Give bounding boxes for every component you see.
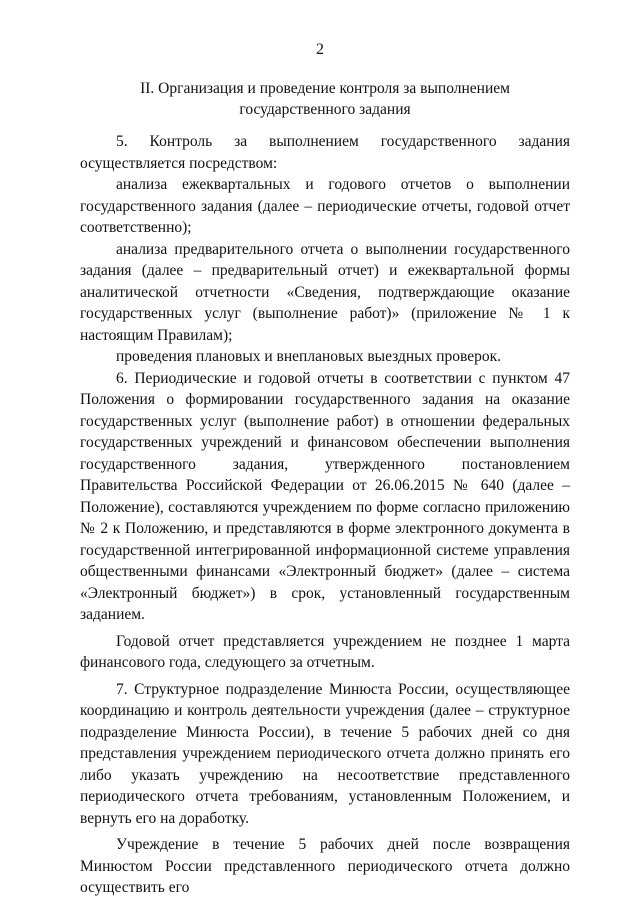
body-text (80, 131, 570, 899)
section-title (80, 78, 570, 120)
paragraph-6: 6. Периодические и годовой отчеты в соответствии с пунктом 47 Положения о формировании государственного задания на оказание государственных услуг (выполнение работ) в отношении федеральных государственных учреждений и финансовом обеспечении выполнения государственного задания, утвержденного постановлением Правительства Российской Федерации от 26.06.2015 № 640 (далее – Положение), составляются учреждением по форме согласно приложению № 2 к Положению, и представляются в форме электронного документа в государственной интегрированной информационной системе управления общественными финансами «Электронный бюджет» (далее – система «Электронный бюджет») в срок, установленный государственным заданием. (80, 369, 570, 623)
page-number: 2 (316, 41, 324, 58)
paragraph-inspections: проведения плановых и внеплановых выездных проверок. (116, 348, 502, 365)
section-title-line-1: II. Организация и проведение контроля за выполнением (140, 80, 510, 97)
paragraph-5: 5. Контроль за выполнением государственного задания осуществляется посредством: (80, 133, 570, 172)
section-title-line-2: государственного задания (239, 101, 411, 118)
paragraph-analysis-preliminary: анализа предварительного отчета о выполнении государственного задания (далее – предварительный отчет) и ежеквартальной формы аналитической отчетности «Сведения, подтверждающие оказание государственных услуг (выполнение работ)» (приложение № 1 к настоящим Правилам); (80, 240, 570, 344)
paragraph-7: 7. Структурное подразделение Минюста России, осуществляющее координацию и контроль деятельности учреждения (далее – структурное подразделение Минюста России), в течение 5 рабочих дней со дня представления учреждением периодического отчета должно принять его либо указать учреждению на несоответствие представленного периодического отчета требованиям, установленным Положением, и вернуть его на доработку. (80, 680, 570, 827)
paragraph-annual-report: Годовой отчет представляется учреждением не позднее 1 марта финансового года, следующего за отчетным. (80, 632, 570, 671)
paragraph-return: Учреждение в течение 5 рабочих дней после возвращения Минюстом России представленного периодического отчета должно осуществить его (80, 836, 570, 896)
paragraph-analysis-reports: анализа ежеквартальных и годового отчетов о выполнении государственного задания (далее – периодические отчеты, годовой отчет соответственно); (80, 176, 570, 236)
